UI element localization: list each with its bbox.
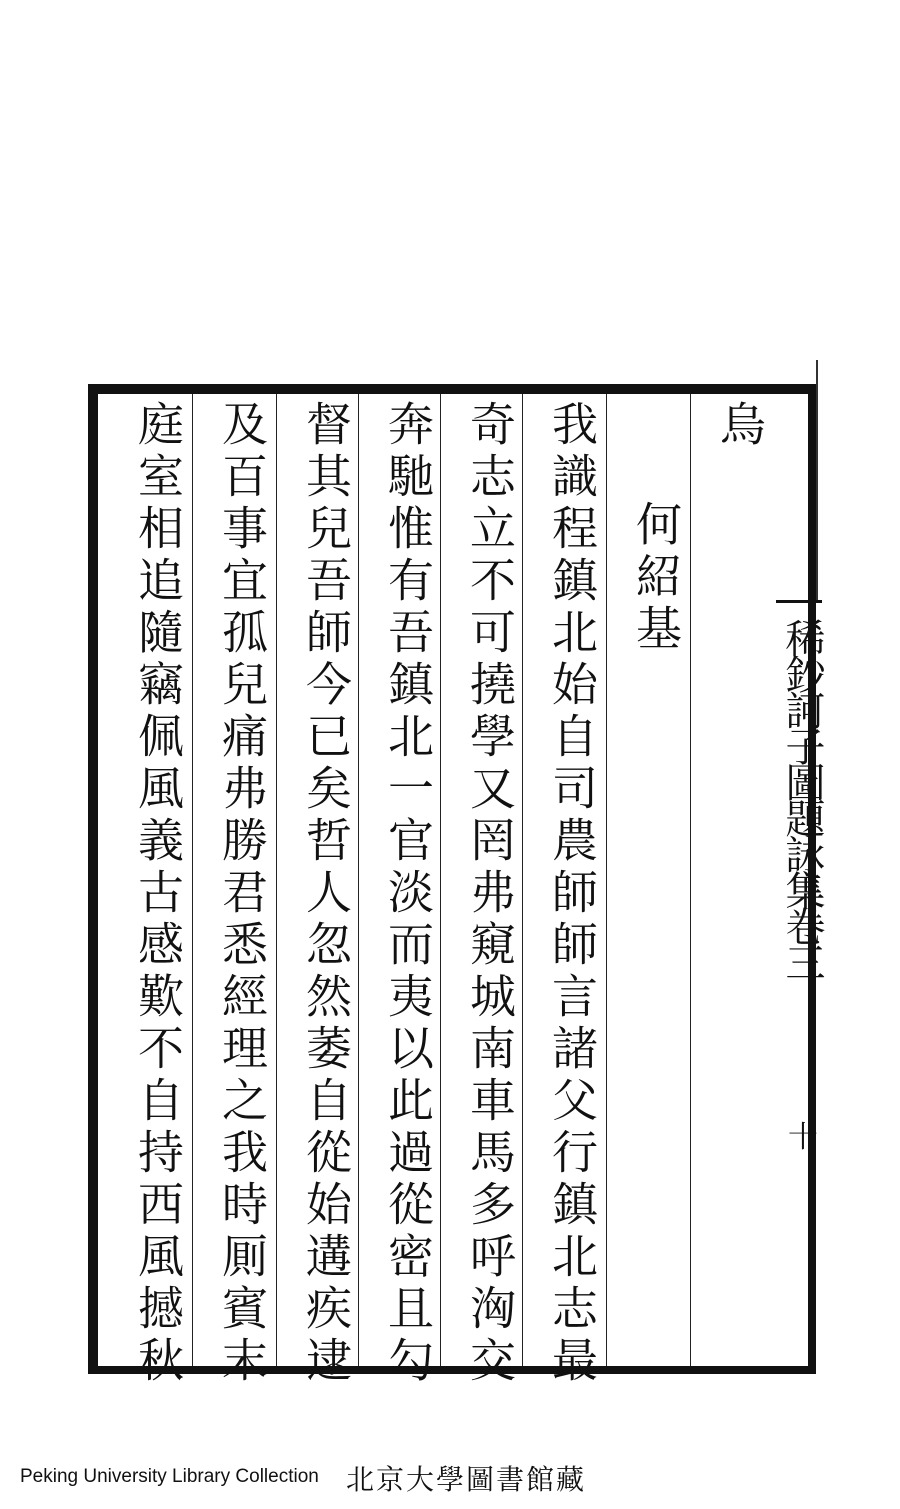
collection-credit-chinese: 北京大學圖書館藏 (346, 1463, 587, 1496)
text-column: 督其兒吾師今已矣哲人忽然萎自從始遘疾逮 (299, 400, 353, 1388)
text-column: 奇志立不可撓學又罔弗窺城南車馬多呼洶交 (463, 400, 517, 1388)
author-name: 何紹基 (629, 500, 683, 656)
page-edge-line (816, 360, 818, 600)
text-column: 奔馳惟有吾鎮北一官淡而夷以此過從密且勾 (381, 400, 435, 1388)
poem-title: 烏 (713, 400, 767, 452)
text-column: 我識程鎮北始自司農師師言諸父行鎮北志最 (545, 400, 599, 1388)
collection-credit: Peking University Library Collection (20, 1466, 319, 1487)
banner-title: 稀鈔訶子圖題詠集卷三 (779, 618, 825, 978)
text-column: 庭室相追隨竊佩風義古感歎不自持西風撼秋 (131, 400, 185, 1388)
text-column: 及百事宜孤兒痛弗勝君悉經理之我時厠賓末 (215, 400, 269, 1388)
banner-rule (776, 600, 822, 603)
folio-number: 十 (788, 1120, 818, 1155)
